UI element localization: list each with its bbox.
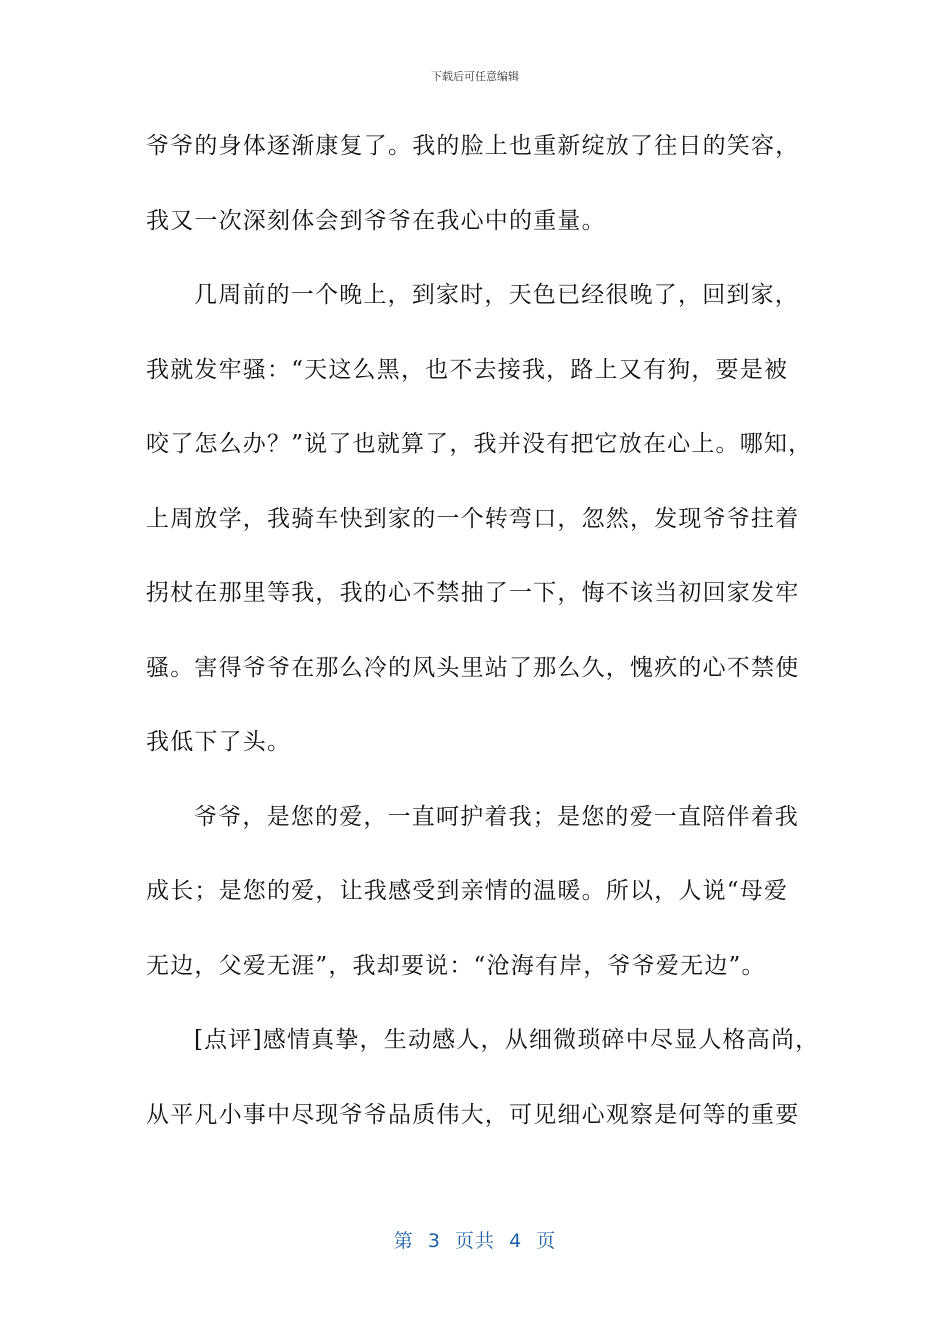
text-line: 拐杖在那里等我，我的心不禁抽了一下，悔不该当初回家发牢 — [146, 580, 800, 606]
text-line: 我低下了头。 — [146, 729, 292, 755]
text-line: 上周放学，我骑车快到家的一个转弯口，忽然，发现爷爷拄着 — [146, 505, 800, 532]
text-line: 爷爷的身体逐渐康复了。我的脸上也重新绽放了往日的笑容， — [146, 133, 800, 159]
text-line: 骚。害得爷爷在那么冷的风头里站了那么久，愧疚的心不禁使 — [146, 654, 800, 681]
page-header: 下载后可任意编辑 — [431, 70, 519, 83]
text-line: 无边，父爱无涯”，我却要说：“沧海有岸，爷爷爱无边”。 — [146, 952, 766, 979]
comment-start-line: [点评]感情真挚，生动感人，从细微琐碎中尽显人格高尚， — [194, 1027, 820, 1053]
document-body — [146, 126, 820, 1169]
text-line: 从平凡小事中尽现爷爷品质伟大，可见细心观察是何等的重要 — [146, 1101, 800, 1128]
paragraph-start-line: 几周前的一个晚上，到家时，天色已经很晚了，回到家， — [194, 282, 799, 308]
text-line: 我又一次深刻体会到爷爷在我心中的重量。 — [146, 207, 606, 234]
text-line: 我就发牢骚：“天这么黑，也不去接我，路上又有狗，要是被 — [146, 356, 789, 383]
text-line: 成长；是您的爱，让我感受到亲情的温暖。所以，人说“母爱 — [146, 878, 789, 904]
paragraph-start-line: 爷爷，是您的爱，一直呵护着我；是您的爱一直陪伴着我 — [194, 803, 799, 830]
page-number-footer: 第 3 页共 4 页 — [393, 1230, 557, 1252]
text-line: 咬了怎么办？”说了也就算了，我并没有把它放在心上。哪知， — [146, 431, 813, 457]
